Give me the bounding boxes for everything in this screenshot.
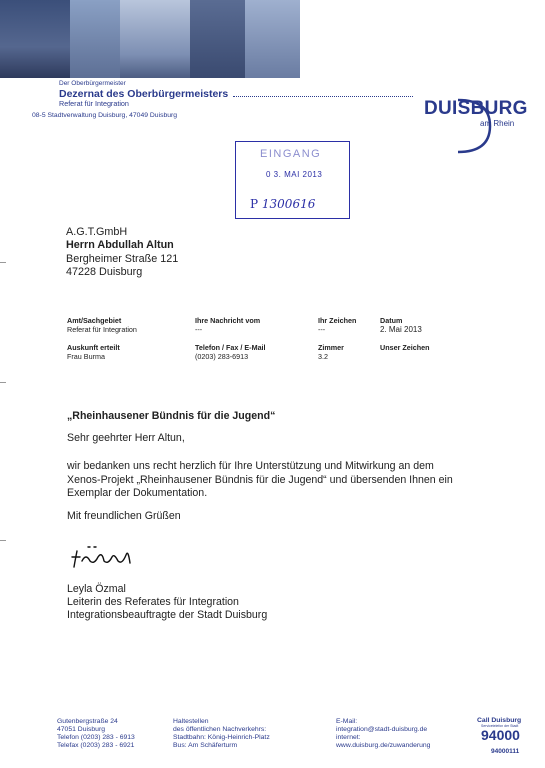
header-block <box>32 80 229 120</box>
footer-transit-subtitle: des öffentlichen Nachverkehrs: <box>173 726 267 733</box>
letter-body <box>67 460 453 501</box>
dept-small-label: Der Oberbürgermeister <box>59 80 126 87</box>
meta-telefon-label: Telefon / Fax / E-Mail <box>195 343 266 352</box>
meta-datum-value: 2. Mai 2013 <box>380 325 422 334</box>
footer-email-link[interactable]: integration@stadt-duisburg.de <box>336 726 428 733</box>
meta-zimmer-label: Zimmer <box>318 343 344 352</box>
logo-subtitle: am Rhein <box>480 119 515 128</box>
letter-body-line: Xenos-Projekt „Rheinhausener Bündnis für die Jugend“ und übersenden Ihnen ein <box>67 473 453 486</box>
meta-ihre-nachricht-value: --- <box>195 325 203 334</box>
meta-telefon-value: (0203) 283-6913 <box>195 352 249 361</box>
footer-street: Gutenbergstraße 24 <box>57 718 118 725</box>
meta-datum-label: Datum <box>380 316 403 325</box>
letter-closing: Mit freundlichen Grüßen <box>67 510 181 522</box>
handwritten-signature <box>68 543 148 569</box>
meta-amt-value: Referat für Integration <box>67 325 137 334</box>
meta-telefon <box>195 343 266 361</box>
footer-phone: Telefon (0203) 283 - 6913 <box>57 734 135 741</box>
dept-title: Dezernat des Oberbürgermeisters <box>59 88 229 100</box>
footer-transit <box>173 718 270 750</box>
meta-datum <box>380 316 422 334</box>
meta-amt-label: Amt/Sachgebiet <box>67 316 122 325</box>
meta-ihre-nachricht-label: Ihre Nachricht vom <box>195 316 261 325</box>
footer-city: 47051 Duisburg <box>57 726 105 733</box>
call-number: 94000 <box>481 727 520 743</box>
call-title: Call Duisburg <box>477 717 522 724</box>
signer-name: Leyla Özmal <box>67 583 126 595</box>
meta-auskunft-value: Frau Burma <box>67 352 105 361</box>
signer-title: Integrationsbeauftragte der Stadt Duisburg <box>67 609 268 621</box>
meta-auskunft-label: Auskunft erteilt <box>67 343 120 352</box>
footer-email-label: E-Mail: <box>336 718 358 725</box>
meta-zimmer-value: 3.2 <box>318 352 328 361</box>
meta-ihr-zeichen-label: Ihr Zeichen <box>318 316 357 325</box>
stamp-title: EINGANG <box>260 148 322 160</box>
header-dotted-rule <box>233 96 413 97</box>
recipient-company: A.G.T.GmbH <box>66 226 128 238</box>
signer-block <box>67 583 267 622</box>
meta-ihre-nachricht <box>195 316 260 334</box>
footer-website-link[interactable]: www.duisburg.de/zuwanderung <box>336 742 431 749</box>
meta-zimmer <box>318 343 344 361</box>
stamp-p-mark: P <box>250 197 259 211</box>
letter-subject: „Rheinhausener Bündnis für die Jugend“ <box>67 410 276 422</box>
meta-amt <box>67 316 137 334</box>
stamp-date: 0 3. MAI 2013 <box>266 170 323 179</box>
footer-tram: Stadtbahn: König-Heinrich-Platz <box>173 734 270 741</box>
dept-subtitle: Referat für Integration <box>59 99 129 108</box>
meta-unser-zeichen-label: Unser Zeichen <box>380 343 430 352</box>
header-photo-strip <box>0 0 300 78</box>
footer-bus: Bus: Am Schäferturm <box>173 742 238 749</box>
sender-reference: 08-5 Stadtverwaltung Duisburg, 47049 Duisburg <box>32 112 178 119</box>
call-small-label: Servicetelefon der Stadt <box>481 724 519 728</box>
footer-internet-label: internet: <box>336 734 361 741</box>
call-duisburg-badge <box>477 717 531 765</box>
letter-body-line: Exemplar der Dokumentation. <box>67 487 208 500</box>
footer-fax: Telefax (0203) 283 - 6921 <box>57 742 135 749</box>
recipient-street: Bergheimer Straße 121 <box>66 252 179 265</box>
footer-transit-title: Haltestellen <box>173 718 209 725</box>
fold-mark <box>0 540 6 541</box>
fold-mark <box>0 262 6 263</box>
stamp-number <box>250 197 315 211</box>
logo-wordmark: DUISBURG <box>424 98 528 119</box>
meta-unser-zeichen <box>380 343 430 352</box>
meta-ihr-zeichen <box>318 316 356 334</box>
recipient-name: Herrn Abdullah Altun <box>66 239 174 252</box>
punch-mark <box>0 382 6 383</box>
meta-auskunft <box>67 343 120 361</box>
stamp-number-value: 1300616 <box>261 197 316 211</box>
letter-salutation: Sehr geehrter Herr Altun, <box>67 432 185 444</box>
footer-address <box>57 718 135 750</box>
signer-title: Leiterin des Referates für Integration <box>67 596 239 608</box>
entry-stamp <box>235 141 350 219</box>
duisburg-logo <box>424 98 528 168</box>
recipient-city: 47228 Duisburg <box>66 266 143 279</box>
footer-contact <box>336 718 430 750</box>
call-number-secondary: 94000111 <box>491 748 520 755</box>
meta-ihr-zeichen-value: --- <box>318 325 326 334</box>
letter-body-line: wir bedanken uns recht herzlich für Ihre Unterstützung und Mitwirkung an dem <box>67 460 434 472</box>
recipient-address <box>66 226 178 280</box>
